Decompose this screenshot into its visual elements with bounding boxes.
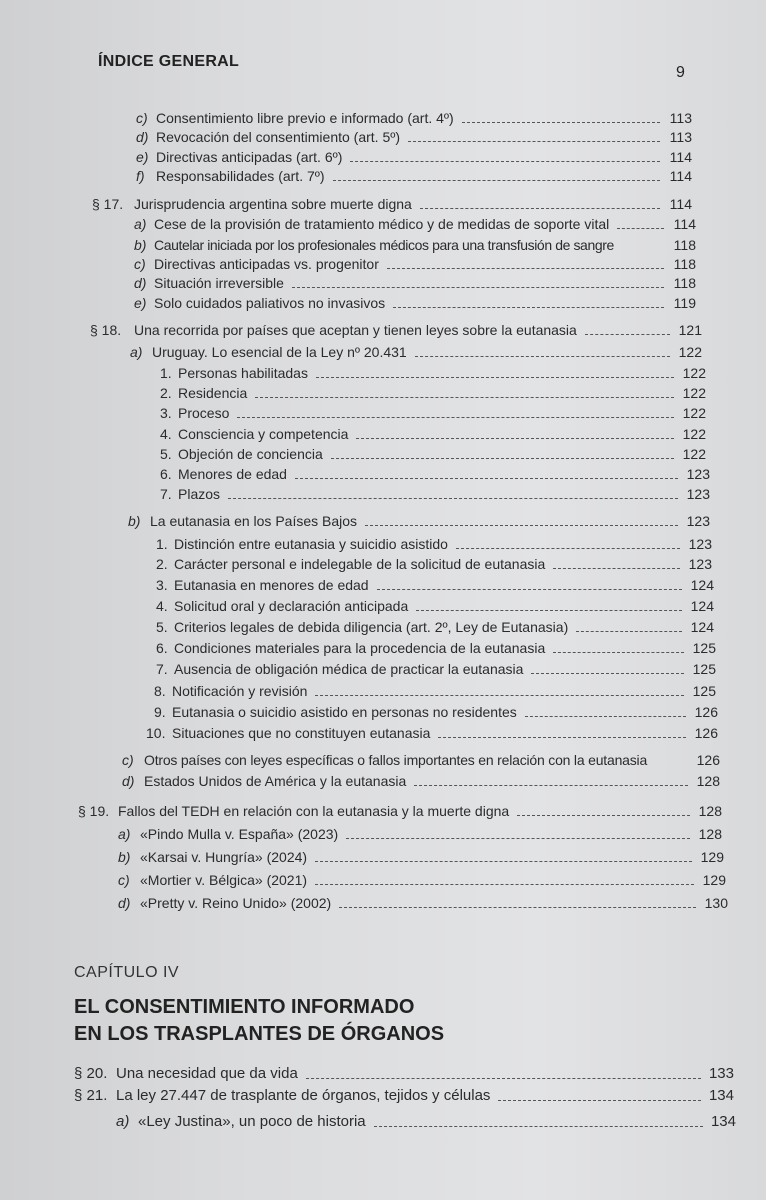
leader-dots <box>585 334 670 335</box>
leader-dots <box>531 673 684 674</box>
entry-title: Criterios legales de debida diligencia (art. 2º, Ley de Eutanasia) <box>174 619 569 635</box>
toc-entry <box>118 826 722 842</box>
toc-entry <box>146 725 718 741</box>
toc-section <box>78 803 722 819</box>
entry-letter: b) <box>134 237 147 253</box>
entry-number: 3. <box>160 405 172 421</box>
leader-dots <box>315 695 684 696</box>
entry-title: «Pretty v. Reino Unido» (2002) <box>140 895 332 911</box>
toc-entry <box>156 661 716 677</box>
leader-dots <box>346 838 690 839</box>
page-number: 9 <box>676 64 685 81</box>
toc-entry <box>118 849 724 865</box>
entry-page: 113 <box>669 110 692 126</box>
leader-dots <box>517 815 690 816</box>
entry-page: 123 <box>686 466 710 482</box>
entry-title: Revocación del consentimiento (art. 5º) <box>156 129 401 145</box>
entry-title: «Pindo Mulla v. España» (2023) <box>140 826 339 842</box>
entry-page: 119 <box>673 295 696 311</box>
leader-dots <box>237 417 674 418</box>
entry-page: 130 <box>704 895 728 911</box>
leader-dots <box>356 438 674 439</box>
entry-title: Uruguay. Lo esencial de la Ley nº 20.431 <box>152 344 407 360</box>
toc-entry <box>134 216 696 232</box>
entry-title: Otros países con leyes específicas o fallos importantes en relación con la eutanasia <box>144 752 648 768</box>
entry-title: Carácter personal e indelegable de la solicitud de eutanasia <box>174 556 546 572</box>
entry-number: 4. <box>160 426 172 442</box>
toc-entry <box>156 619 714 635</box>
entry-title: «Ley Justina», un poco de historia <box>138 1113 366 1130</box>
toc-entry <box>160 446 706 462</box>
leader-dots <box>306 1078 701 1079</box>
entry-title: Notificación y revisión <box>172 683 308 699</box>
toc-section <box>74 1088 734 1104</box>
toc-entry <box>134 237 696 253</box>
entry-title: Proceso <box>178 405 230 421</box>
entry-title: Directivas anticipadas vs. progenitor <box>154 256 379 272</box>
toc-entry <box>134 256 696 272</box>
entry-page: 128 <box>698 826 722 842</box>
toc-entry <box>128 513 710 529</box>
entry-title: La eutanasia en los Países Bajos <box>150 513 358 529</box>
entry-number: 2. <box>160 385 172 401</box>
chapter-title <box>74 994 444 1048</box>
entry-title: «Mortier v. Bélgica» (2021) <box>140 872 308 888</box>
entry-page: 114 <box>669 149 692 165</box>
leader-dots <box>228 498 678 499</box>
leader-dots <box>350 161 660 162</box>
toc-entry <box>156 536 712 552</box>
header-title: ÍNDICE GENERAL <box>98 53 240 70</box>
entry-letter: a) <box>116 1113 130 1130</box>
leader-dots <box>415 356 670 357</box>
leader-dots <box>416 610 682 611</box>
toc-entry <box>136 149 692 165</box>
toc-entry <box>154 704 718 720</box>
leader-dots <box>553 652 684 653</box>
toc-entry <box>160 426 706 442</box>
entry-letter: d) <box>122 773 135 789</box>
entry-page: 134 <box>708 1087 734 1104</box>
toc-section <box>90 322 702 338</box>
leader-dots <box>498 1100 701 1101</box>
entry-title: Plazos <box>178 486 221 502</box>
entry-page: 121 <box>678 322 702 338</box>
section-number: § 17. <box>92 196 124 212</box>
entry-number: 5. <box>160 446 172 462</box>
entry-letter: b) <box>128 513 141 529</box>
entry-number: 9. <box>154 704 166 720</box>
entry-number: 6. <box>156 640 168 656</box>
leader-dots <box>377 589 682 590</box>
entry-letter: a) <box>130 344 143 360</box>
leader-dots <box>462 122 660 123</box>
entry-page: 126 <box>694 725 718 741</box>
entry-number: 10. <box>146 725 166 741</box>
entry-page: 126 <box>696 752 720 768</box>
toc-entry <box>122 773 720 789</box>
entry-page: 118 <box>673 256 696 272</box>
entry-title: Consciencia y competencia <box>178 426 349 442</box>
entry-title: Consentimiento libre previo e informado (art. 4º) <box>156 110 454 126</box>
entry-number: 5. <box>156 619 168 635</box>
entry-title: Una necesidad que da vida <box>116 1065 298 1082</box>
entry-number: 4. <box>156 598 168 614</box>
entry-title: Fallos del TEDH en relación con la eutanasia y la muerte digna <box>118 803 510 819</box>
entry-page: 128 <box>698 803 722 819</box>
entry-page: 122 <box>682 385 706 401</box>
entry-title: Jurisprudencia argentina sobre muerte digna <box>134 196 412 212</box>
entry-letter: a) <box>134 216 147 232</box>
leader-dots <box>315 861 692 862</box>
entry-page: 129 <box>700 849 724 865</box>
entry-page: 122 <box>682 446 706 462</box>
entry-page: 122 <box>682 365 706 381</box>
entry-title: La ley 27.447 de trasplante de órganos, tejidos y células <box>116 1087 491 1104</box>
leader-dots <box>255 397 674 398</box>
toc-section <box>92 196 692 212</box>
entry-title: Menores de edad <box>178 466 287 482</box>
leader-dots <box>420 208 660 209</box>
leader-dots <box>617 228 664 229</box>
toc-entry <box>136 129 692 145</box>
entry-title: Cese de la provisión de tratamiento médico y de medidas de soporte vital <box>154 216 610 232</box>
entry-letter: e) <box>134 295 147 311</box>
toc-entry <box>160 365 706 381</box>
leader-dots <box>331 458 674 459</box>
entry-title: Directivas anticipadas (art. 6º) <box>156 149 343 165</box>
entry-title: Situaciones que no constituyen eutanasia <box>172 725 431 741</box>
chapter-title-line: EL CONSENTIMIENTO INFORMADO <box>74 996 415 1018</box>
entry-number: 7. <box>160 486 172 502</box>
chapter-label: CAPÍTULO IV <box>74 964 180 981</box>
entry-title: «Karsai v. Hungría» (2024) <box>140 849 308 865</box>
leader-dots <box>387 268 664 269</box>
entry-page: 133 <box>708 1065 734 1082</box>
entry-title: Una recorrida por países que aceptan y tienen leyes sobre la eutanasia <box>134 322 577 338</box>
entry-letter: c) <box>122 752 134 768</box>
section-number: § 21. <box>74 1087 108 1104</box>
leader-dots <box>576 631 682 632</box>
entry-page: 125 <box>692 683 716 699</box>
leader-dots <box>315 884 694 885</box>
leader-dots <box>553 568 680 569</box>
section-number: § 18. <box>90 322 122 338</box>
toc-entry <box>130 344 702 360</box>
toc-entry <box>136 168 692 184</box>
leader-dots <box>374 1126 703 1127</box>
toc-entry <box>136 110 692 126</box>
entry-page: 125 <box>692 640 716 656</box>
entry-letter: c) <box>134 256 146 272</box>
toc-section <box>74 1066 734 1082</box>
entry-title: Eutanasia o suicidio asistido en personas no residentes <box>172 704 517 720</box>
toc-entry <box>122 752 720 768</box>
toc-entry <box>160 466 710 482</box>
leader-dots <box>438 737 686 738</box>
toc-entry <box>134 295 696 311</box>
entry-page: 129 <box>702 872 726 888</box>
entry-page: 123 <box>686 513 710 529</box>
entry-page: 122 <box>682 426 706 442</box>
entry-page: 124 <box>690 619 714 635</box>
leader-dots <box>408 141 660 142</box>
entry-title: Solicitud oral y declaración anticipada <box>174 598 409 614</box>
entry-title: Distinción entre eutanasia y suicidio asistido <box>174 536 448 552</box>
leader-dots <box>333 180 660 181</box>
entry-number: 8. <box>154 683 166 699</box>
section-number: § 19. <box>78 803 110 819</box>
entry-letter: d) <box>136 129 149 145</box>
entry-title: Personas habilitadas <box>178 365 308 381</box>
entry-title: Objeción de conciencia <box>178 446 323 462</box>
entry-page: 123 <box>688 536 712 552</box>
leader-dots <box>393 307 664 308</box>
toc-entry <box>160 385 706 401</box>
entry-page: 126 <box>694 704 718 720</box>
entry-letter: d) <box>134 275 147 291</box>
toc-entry <box>116 1114 736 1130</box>
toc-entry <box>156 577 714 593</box>
toc-entry <box>156 598 714 614</box>
leader-dots <box>295 478 678 479</box>
toc-entry <box>118 872 726 888</box>
entry-number: 2. <box>156 556 168 572</box>
entry-page: 113 <box>669 129 692 145</box>
entry-page: 122 <box>682 405 706 421</box>
entry-title: Solo cuidados paliativos no invasivos <box>154 295 386 311</box>
entry-title: Condiciones materiales para la procedencia de la eutanasia <box>174 640 546 656</box>
entry-page: 118 <box>673 237 696 253</box>
entry-page: 122 <box>678 344 702 360</box>
section-number: § 20. <box>74 1065 108 1082</box>
toc-entry <box>134 275 696 291</box>
entry-title: Residencia <box>178 385 248 401</box>
entry-number: 7. <box>156 661 168 677</box>
entry-page: 123 <box>686 486 710 502</box>
entry-letter: f) <box>136 168 145 184</box>
entry-title: Ausencia de obligación médica de practicar la eutanasia <box>174 661 524 677</box>
entry-page: 114 <box>669 168 692 184</box>
entry-number: 6. <box>160 466 172 482</box>
leader-dots <box>525 716 686 717</box>
entry-number: 3. <box>156 577 168 593</box>
entry-letter: b) <box>118 849 131 865</box>
entry-letter: d) <box>118 895 131 911</box>
toc-entry <box>160 405 706 421</box>
entry-letter: a) <box>118 826 131 842</box>
chapter-title-line: EN LOS TRASPLANTES DE ÓRGANOS <box>74 1023 445 1045</box>
entry-title: Eutanasia en menores de edad <box>174 577 369 593</box>
entry-page: 134 <box>710 1113 736 1130</box>
entry-page: 114 <box>673 216 696 232</box>
entry-letter: c) <box>136 110 148 126</box>
toc-entry <box>156 556 712 572</box>
entry-page: 118 <box>673 275 696 291</box>
leader-dots <box>456 548 680 549</box>
leader-dots <box>339 907 696 908</box>
entry-page: 128 <box>696 773 720 789</box>
leader-dots <box>292 287 664 288</box>
entry-title: Responsabilidades (art. 7º) <box>156 168 325 184</box>
entry-letter: e) <box>136 149 149 165</box>
entry-title: Situación irreversible <box>154 275 284 291</box>
leader-dots <box>414 785 688 786</box>
entry-page: 125 <box>692 661 716 677</box>
entry-title: Cautelar iniciada por los profesionales médicos para una transfusión de sangre <box>154 237 614 253</box>
entry-title: Estados Unidos de América y la eutanasia <box>144 773 407 789</box>
toc-entry <box>118 895 728 911</box>
entry-page: 124 <box>690 577 714 593</box>
leader-dots <box>316 377 674 378</box>
toc-entry <box>160 486 710 502</box>
entry-page: 123 <box>688 556 712 572</box>
entry-number: 1. <box>156 536 168 552</box>
entry-page: 124 <box>690 598 714 614</box>
leader-dots <box>365 525 678 526</box>
toc-entry <box>156 640 716 656</box>
entry-page: 114 <box>669 196 692 212</box>
toc-entry <box>154 683 716 699</box>
entry-letter: c) <box>118 872 130 888</box>
entry-number: 1. <box>160 365 172 381</box>
